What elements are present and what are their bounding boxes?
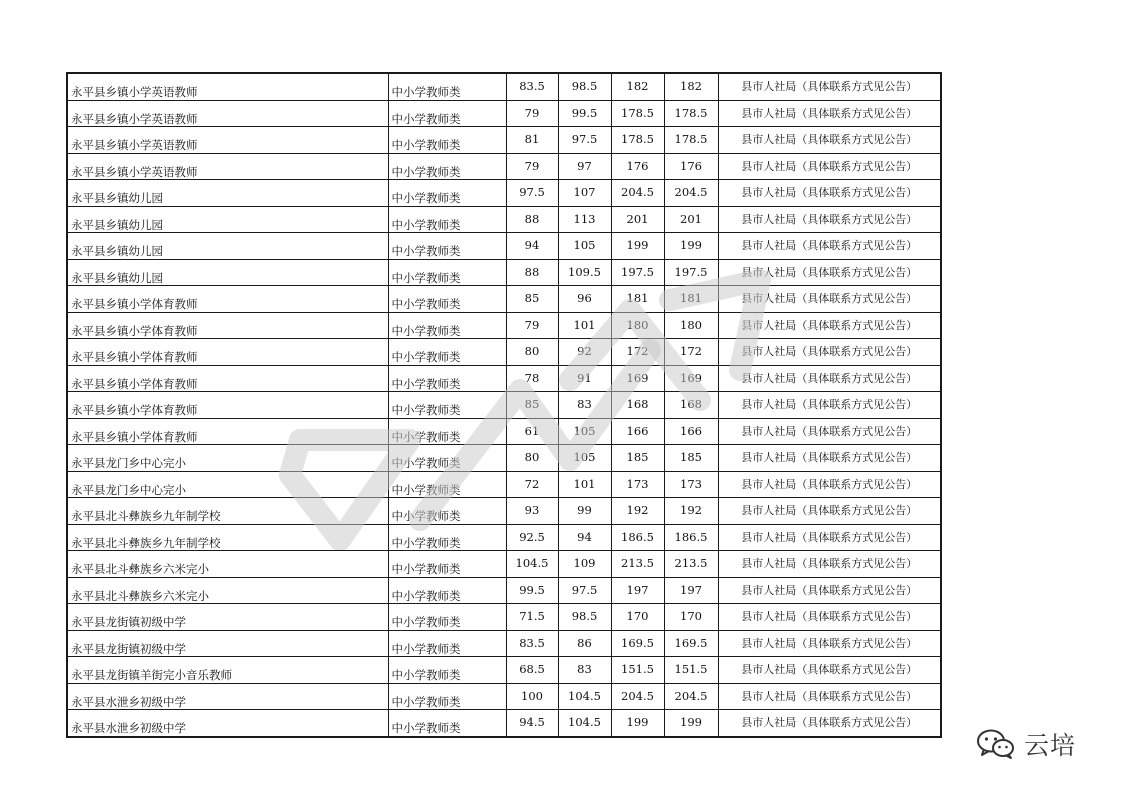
position-cell: 永平县乡镇小学体育教师 <box>67 286 388 313</box>
total-cell: 182 <box>611 73 664 100</box>
category-cell: 中小学教师类 <box>388 100 506 127</box>
total-cell: 170 <box>611 604 664 631</box>
score1-cell: 83.5 <box>506 73 558 100</box>
score1-cell: 79 <box>506 153 558 180</box>
category-cell: 中小学教师类 <box>388 551 506 578</box>
position-cell: 永平县乡镇小学体育教师 <box>67 365 388 392</box>
final-score-cell: 204.5 <box>664 683 718 710</box>
table-row <box>67 100 941 127</box>
score2-cell: 97 <box>558 153 611 180</box>
table-row <box>67 683 941 710</box>
score2-cell: 83 <box>558 657 611 684</box>
table-row <box>67 445 941 472</box>
category-cell: 中小学教师类 <box>388 127 506 154</box>
contact-cell: 县市人社局（具体联系方式见公告） <box>718 312 941 339</box>
position-cell: 永平县龙街镇初级中学 <box>67 604 388 631</box>
score1-cell: 100 <box>506 683 558 710</box>
score1-cell: 68.5 <box>506 657 558 684</box>
contact-cell: 县市人社局（具体联系方式见公告） <box>718 498 941 525</box>
position-cell: 永平县北斗彝族乡九年制学校 <box>67 498 388 525</box>
table-row <box>67 710 941 737</box>
total-cell: 186.5 <box>611 524 664 551</box>
contact-cell: 县市人社局（具体联系方式见公告） <box>718 206 941 233</box>
category-cell: 中小学教师类 <box>388 153 506 180</box>
category-cell: 中小学教师类 <box>388 259 506 286</box>
score1-cell: 61 <box>506 418 558 445</box>
category-cell: 中小学教师类 <box>388 392 506 419</box>
score2-cell: 98.5 <box>558 604 611 631</box>
score2-cell: 109.5 <box>558 259 611 286</box>
position-cell: 永平县龙门乡中心完小 <box>67 445 388 472</box>
final-score-cell: 204.5 <box>664 180 718 207</box>
final-score-cell: 173 <box>664 471 718 498</box>
position-cell: 永平县北斗彝族乡六米完小 <box>67 551 388 578</box>
category-cell: 中小学教师类 <box>388 630 506 657</box>
score1-cell: 93 <box>506 498 558 525</box>
score2-cell: 104.5 <box>558 710 611 737</box>
contact-cell: 县市人社局（具体联系方式见公告） <box>718 153 941 180</box>
total-cell: 178.5 <box>611 100 664 127</box>
table-row <box>67 180 941 207</box>
contact-cell: 县市人社局（具体联系方式见公告） <box>718 445 941 472</box>
table-row <box>67 577 941 604</box>
category-cell: 中小学教师类 <box>388 180 506 207</box>
score1-cell: 94.5 <box>506 710 558 737</box>
score2-cell: 101 <box>558 312 611 339</box>
contact-cell: 县市人社局（具体联系方式见公告） <box>718 365 941 392</box>
position-cell: 永平县北斗彝族乡六米完小 <box>67 577 388 604</box>
score1-cell: 85 <box>506 392 558 419</box>
total-cell: 199 <box>611 233 664 260</box>
position-cell: 永平县龙门乡中心完小 <box>67 471 388 498</box>
table-row <box>67 551 941 578</box>
table-row <box>67 233 941 260</box>
position-cell: 永平县乡镇幼儿园 <box>67 259 388 286</box>
category-cell: 中小学教师类 <box>388 657 506 684</box>
final-score-cell: 169.5 <box>664 630 718 657</box>
contact-cell: 县市人社局（具体联系方式见公告） <box>718 524 941 551</box>
total-cell: 180 <box>611 312 664 339</box>
score2-cell: 96 <box>558 286 611 313</box>
total-cell: 201 <box>611 206 664 233</box>
score2-cell: 105 <box>558 445 611 472</box>
category-cell: 中小学教师类 <box>388 233 506 260</box>
position-cell: 永平县乡镇小学体育教师 <box>67 312 388 339</box>
contact-cell: 县市人社局（具体联系方式见公告） <box>718 100 941 127</box>
category-cell: 中小学教师类 <box>388 683 506 710</box>
score1-cell: 83.5 <box>506 630 558 657</box>
contact-cell: 县市人社局（具体联系方式见公告） <box>718 339 941 366</box>
score1-cell: 80 <box>506 339 558 366</box>
score2-cell: 105 <box>558 233 611 260</box>
brand-footer <box>976 724 1076 764</box>
final-score-cell: 166 <box>664 418 718 445</box>
contact-cell: 县市人社局（具体联系方式见公告） <box>718 683 941 710</box>
contact-cell: 县市人社局（具体联系方式见公告） <box>718 710 941 737</box>
score2-cell: 91 <box>558 365 611 392</box>
final-score-cell: 192 <box>664 498 718 525</box>
table-row <box>67 657 941 684</box>
contact-cell: 县市人社局（具体联系方式见公告） <box>718 127 941 154</box>
category-cell: 中小学教师类 <box>388 524 506 551</box>
category-cell: 中小学教师类 <box>388 418 506 445</box>
position-cell: 永平县北斗彝族乡九年制学校 <box>67 524 388 551</box>
final-score-cell: 197.5 <box>664 259 718 286</box>
score2-cell: 86 <box>558 630 611 657</box>
score1-cell: 80 <box>506 445 558 472</box>
results-table <box>66 72 942 738</box>
score1-cell: 79 <box>506 100 558 127</box>
score1-cell: 78 <box>506 365 558 392</box>
score2-cell: 109 <box>558 551 611 578</box>
category-cell: 中小学教师类 <box>388 206 506 233</box>
position-cell: 永平县龙街镇初级中学 <box>67 630 388 657</box>
table-row <box>67 73 941 100</box>
score2-cell: 92 <box>558 339 611 366</box>
table-row <box>67 524 941 551</box>
brand-text: 云培 <box>1024 731 1077 760</box>
final-score-cell: 197 <box>664 577 718 604</box>
category-cell: 中小学教师类 <box>388 604 506 631</box>
table-row <box>67 127 941 154</box>
table-row <box>67 153 941 180</box>
final-score-cell: 169 <box>664 365 718 392</box>
score2-cell: 101 <box>558 471 611 498</box>
final-score-cell: 168 <box>664 392 718 419</box>
category-cell: 中小学教师类 <box>388 710 506 737</box>
category-cell: 中小学教师类 <box>388 577 506 604</box>
final-score-cell: 201 <box>664 206 718 233</box>
final-score-cell: 185 <box>664 445 718 472</box>
table-row <box>67 259 941 286</box>
position-cell: 永平县乡镇小学英语教师 <box>67 127 388 154</box>
total-cell: 197 <box>611 577 664 604</box>
contact-cell: 县市人社局（具体联系方式见公告） <box>718 418 941 445</box>
total-cell: 199 <box>611 710 664 737</box>
final-score-cell: 151.5 <box>664 657 718 684</box>
table-row <box>67 471 941 498</box>
table-row <box>67 418 941 445</box>
contact-cell: 县市人社局（具体联系方式见公告） <box>718 471 941 498</box>
total-cell: 178.5 <box>611 127 664 154</box>
total-cell: 181 <box>611 286 664 313</box>
score1-cell: 88 <box>506 206 558 233</box>
table-row <box>67 286 941 313</box>
position-cell: 永平县水泄乡初级中学 <box>67 683 388 710</box>
final-score-cell: 178.5 <box>664 100 718 127</box>
position-cell: 永平县乡镇小学体育教师 <box>67 418 388 445</box>
table-row <box>67 604 941 631</box>
contact-cell: 县市人社局（具体联系方式见公告） <box>718 233 941 260</box>
position-cell: 永平县乡镇幼儿园 <box>67 180 388 207</box>
score2-cell: 113 <box>558 206 611 233</box>
score1-cell: 79 <box>506 312 558 339</box>
position-cell: 永平县龙街镇羊街完小音乐教师 <box>67 657 388 684</box>
final-score-cell: 182 <box>664 73 718 100</box>
total-cell: 168 <box>611 392 664 419</box>
contact-cell: 县市人社局（具体联系方式见公告） <box>718 657 941 684</box>
category-cell: 中小学教师类 <box>388 73 506 100</box>
table-row <box>67 630 941 657</box>
total-cell: 166 <box>611 418 664 445</box>
score1-cell: 94 <box>506 233 558 260</box>
contact-cell: 县市人社局（具体联系方式见公告） <box>718 392 941 419</box>
final-score-cell: 176 <box>664 153 718 180</box>
total-cell: 176 <box>611 153 664 180</box>
category-cell: 中小学教师类 <box>388 471 506 498</box>
score2-cell: 97.5 <box>558 127 611 154</box>
total-cell: 213.5 <box>611 551 664 578</box>
category-cell: 中小学教师类 <box>388 339 506 366</box>
score1-cell: 88 <box>506 259 558 286</box>
total-cell: 192 <box>611 498 664 525</box>
category-cell: 中小学教师类 <box>388 445 506 472</box>
contact-cell: 县市人社局（具体联系方式见公告） <box>718 259 941 286</box>
total-cell: 185 <box>611 445 664 472</box>
score2-cell: 107 <box>558 180 611 207</box>
score2-cell: 83 <box>558 392 611 419</box>
total-cell: 173 <box>611 471 664 498</box>
final-score-cell: 199 <box>664 233 718 260</box>
position-cell: 永平县乡镇幼儿园 <box>67 206 388 233</box>
final-score-cell: 213.5 <box>664 551 718 578</box>
score1-cell: 104.5 <box>506 551 558 578</box>
total-cell: 169 <box>611 365 664 392</box>
score1-cell: 92.5 <box>506 524 558 551</box>
final-score-cell: 199 <box>664 710 718 737</box>
score1-cell: 71.5 <box>506 604 558 631</box>
position-cell: 永平县水泄乡初级中学 <box>67 710 388 737</box>
score1-cell: 72 <box>506 471 558 498</box>
score1-cell: 99.5 <box>506 577 558 604</box>
table-body <box>67 73 941 737</box>
position-cell: 永平县乡镇小学体育教师 <box>67 339 388 366</box>
score2-cell: 94 <box>558 524 611 551</box>
contact-cell: 县市人社局（具体联系方式见公告） <box>718 551 941 578</box>
category-cell: 中小学教师类 <box>388 286 506 313</box>
final-score-cell: 170 <box>664 604 718 631</box>
contact-cell: 县市人社局（具体联系方式见公告） <box>718 180 941 207</box>
total-cell: 169.5 <box>611 630 664 657</box>
table-row <box>67 312 941 339</box>
category-cell: 中小学教师类 <box>388 365 506 392</box>
final-score-cell: 186.5 <box>664 524 718 551</box>
final-score-cell: 180 <box>664 312 718 339</box>
position-cell: 永平县乡镇小学英语教师 <box>67 153 388 180</box>
score2-cell: 97.5 <box>558 577 611 604</box>
final-score-cell: 178.5 <box>664 127 718 154</box>
category-cell: 中小学教师类 <box>388 312 506 339</box>
score2-cell: 104.5 <box>558 683 611 710</box>
score2-cell: 99.5 <box>558 100 611 127</box>
table-row <box>67 365 941 392</box>
score2-cell: 105 <box>558 418 611 445</box>
position-cell: 永平县乡镇幼儿园 <box>67 233 388 260</box>
position-cell: 永平县乡镇小学体育教师 <box>67 392 388 419</box>
contact-cell: 县市人社局（具体联系方式见公告） <box>718 577 941 604</box>
table-row <box>67 498 941 525</box>
position-cell: 永平县乡镇小学英语教师 <box>67 73 388 100</box>
total-cell: 151.5 <box>611 657 664 684</box>
wechat-icon <box>976 728 1016 760</box>
table-row <box>67 339 941 366</box>
category-cell: 中小学教师类 <box>388 498 506 525</box>
score1-cell: 97.5 <box>506 180 558 207</box>
total-cell: 204.5 <box>611 683 664 710</box>
contact-cell: 县市人社局（具体联系方式见公告） <box>718 286 941 313</box>
total-cell: 204.5 <box>611 180 664 207</box>
contact-cell: 县市人社局（具体联系方式见公告） <box>718 604 941 631</box>
contact-cell: 县市人社局（具体联系方式见公告） <box>718 630 941 657</box>
position-cell: 永平县乡镇小学英语教师 <box>67 100 388 127</box>
score1-cell: 81 <box>506 127 558 154</box>
table-row <box>67 392 941 419</box>
score2-cell: 98.5 <box>558 73 611 100</box>
final-score-cell: 172 <box>664 339 718 366</box>
table-row <box>67 206 941 233</box>
total-cell: 172 <box>611 339 664 366</box>
final-score-cell: 181 <box>664 286 718 313</box>
score1-cell: 85 <box>506 286 558 313</box>
score2-cell: 99 <box>558 498 611 525</box>
total-cell: 197.5 <box>611 259 664 286</box>
contact-cell: 县市人社局（具体联系方式见公告） <box>718 73 941 100</box>
